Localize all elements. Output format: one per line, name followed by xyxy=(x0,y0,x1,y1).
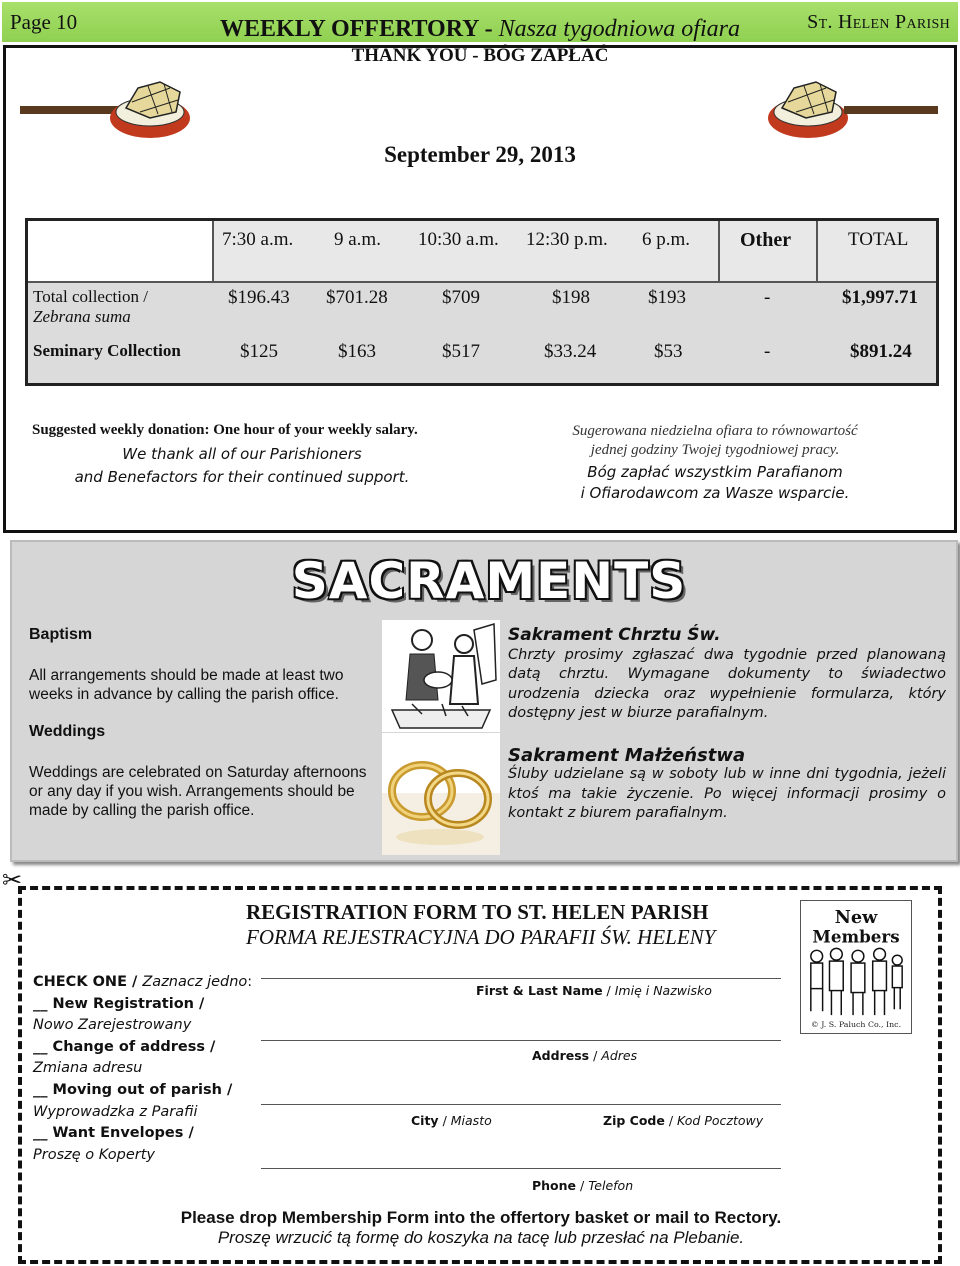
option-pl xyxy=(33,1058,263,1080)
table-cell-total: $1,997.71 xyxy=(842,287,918,308)
address-label-en: Address xyxy=(532,1048,590,1063)
chrzest-heading: Sakrament Chrztu Św. xyxy=(508,625,721,645)
option-pl xyxy=(33,1102,263,1124)
name-label: First & Last Name / Imię i Nazwisko xyxy=(476,983,712,998)
offertory-title-polish: Nasza tygodniowa ofiara xyxy=(498,16,740,42)
table-cell-total: $891.24 xyxy=(850,341,912,362)
malzenstwo-text: Śluby udzielane są w soboty lub w inne dni tygodnia, jeżeli ktoś ma takie życzenie. Po więcej informacji prosimy o kontakt z biurem parafialnym. xyxy=(508,766,946,821)
table-divider xyxy=(28,281,936,283)
table-cell: $701.28 xyxy=(326,287,388,308)
weddings-heading: Weddings xyxy=(29,723,106,740)
column-header: 12:30 p.m. xyxy=(526,229,608,250)
column-header: Other xyxy=(740,229,792,251)
malzenstwo-heading: Sakrament Małżeństwa xyxy=(508,744,746,766)
offertory-title xyxy=(0,16,960,67)
collection-plate-icon xyxy=(768,70,938,150)
drop-instructions-en: Please drop Membership Form into the offertory basket or mail to Rectory. xyxy=(180,1208,782,1227)
city-label: City / Miasto xyxy=(411,1113,492,1128)
option-new-registration[interactable] xyxy=(33,994,263,1016)
address-field[interactable] xyxy=(261,1040,781,1041)
suggested-pl xyxy=(480,422,950,460)
zip-label-en: Zip Code xyxy=(603,1113,665,1128)
baptism-heading: Baptism xyxy=(29,626,93,643)
sacraments-title: SACRAMENTS xyxy=(291,552,687,610)
option-en: __ Change of address / xyxy=(33,1038,216,1055)
zip-label-pl: Kod Pocztowy xyxy=(677,1113,764,1128)
name-field[interactable] xyxy=(261,978,781,979)
collection-plate-icon xyxy=(20,70,190,150)
parish-name: St. Helen Parish xyxy=(807,10,950,33)
phone-label-pl: Telefon xyxy=(588,1178,634,1193)
registration-title-en: REGISTRATION FORM TO ST. HELEN PARISH xyxy=(246,900,709,924)
thanks-en-line1: We thank all of our Parishioners xyxy=(122,445,362,463)
option-pl-text: Zmiana adresu xyxy=(33,1060,143,1077)
city-label-pl: Miasto xyxy=(450,1113,492,1128)
option-moving-out[interactable] xyxy=(33,1080,263,1102)
badge-credit: © J. S. Paluch Co., Inc. xyxy=(810,1019,902,1029)
suggested-pl-line1: Sugerowana niedzielna ofiara to równowartość xyxy=(572,423,858,439)
row-label-en: Seminary Collection xyxy=(33,341,181,360)
registration-title xyxy=(246,900,715,950)
row-label-pl: Zebrana suma xyxy=(33,307,131,326)
city-label-en: City xyxy=(411,1113,439,1128)
offertory-title-main: WEEKLY OFFERTORY - xyxy=(220,16,499,42)
column-header: 6 p.m. xyxy=(642,229,691,250)
table-cell: $193 xyxy=(648,287,686,308)
check-one-list xyxy=(33,972,263,1166)
wedding-rings-icon xyxy=(382,733,500,855)
registration-title-pl: FORMA REJESTRACYJNA DO PARAFII ŚW. HELENY xyxy=(246,925,716,949)
option-want-envelopes[interactable] xyxy=(33,1123,263,1145)
drop-off-instructions xyxy=(0,1208,960,1248)
address-label-pl: Adres xyxy=(601,1048,638,1063)
table-cell: $33.24 xyxy=(544,341,597,362)
suggested-donation-en xyxy=(32,422,472,489)
baptism-text: All arrangements should be made at least two weeks in advance by calling the parish office. xyxy=(29,667,344,703)
phone-field[interactable] xyxy=(261,1168,781,1169)
option-pl xyxy=(33,1145,263,1167)
sacraments-polish xyxy=(508,626,946,824)
name-label-en: First & Last Name xyxy=(476,983,603,998)
table-cell: $517 xyxy=(442,341,480,362)
check-one-pl: Zaznacz jedno xyxy=(142,974,248,990)
table-cell: $196.43 xyxy=(228,287,290,308)
offertory-date: September 29, 2013 xyxy=(384,142,576,167)
check-one-en: CHECK ONE / xyxy=(33,974,143,990)
table-cell: - xyxy=(764,341,771,362)
phone-label-en: Phone xyxy=(532,1178,577,1193)
column-header: 10:30 a.m. xyxy=(418,229,499,250)
zip-label: Zip Code / Kod Pocztowy xyxy=(603,1113,764,1128)
option-pl xyxy=(33,1015,263,1037)
address-label: Address / Adres xyxy=(532,1048,638,1063)
suggested-line: Suggested weekly donation: One hour of your weekly salary. xyxy=(32,422,418,438)
table-header-blank xyxy=(28,221,214,281)
weddings-text: Weddings are celebrated on Saturday afternoons or any day if you wish. Arrangements should be made by calling the parish office. xyxy=(29,764,367,819)
table-cell: - xyxy=(764,287,771,308)
check-one-heading: CHECK ONE / Zaznacz jedno: xyxy=(33,974,253,990)
table-cell: $163 xyxy=(338,341,376,362)
row-label xyxy=(33,287,148,327)
baptism-family-icon xyxy=(382,620,500,732)
scissors-icon: ✂ xyxy=(2,868,23,894)
thank-you-en xyxy=(32,443,452,489)
option-en: __ New Registration / xyxy=(33,995,205,1012)
table-cell: $198 xyxy=(552,287,590,308)
row-label-en: Total collection / xyxy=(33,287,148,306)
thank-you-line: THANK YOU - BÓG ZAPŁAĆ xyxy=(351,45,609,66)
option-change-address[interactable] xyxy=(33,1037,263,1059)
option-pl-text: Nowo Zarejestrowany xyxy=(33,1017,192,1034)
chrzest-text: Chrzty prosimy zgłaszać dwa tygodnie przed planowaną datą chrztu. Wymagane dokumenty to świadectwo urodzenia dziecka oraz wypełnienie formularza, który dostępny jest w biurze parafialnym. xyxy=(508,646,946,721)
phone-label: Phone / Telefon xyxy=(532,1178,634,1193)
city-zip-field[interactable] xyxy=(261,1104,781,1105)
option-pl-text: Wyprowadzka z Parafii xyxy=(33,1103,198,1120)
collection-table xyxy=(25,218,939,386)
thanks-en-line2: and Benefactors for their continued support. xyxy=(74,468,410,486)
table-cell: $709 xyxy=(442,287,480,308)
option-en: __ Moving out of parish / xyxy=(33,1081,233,1098)
thanks-pl-line2: i Ofiarodawcom za Wasze wsparcie. xyxy=(580,484,850,502)
table-cell: $53 xyxy=(654,341,683,362)
name-label-pl: Imię i Nazwisko xyxy=(614,983,712,998)
suggested-pl-line2: jednej godziny Twojej tygodniowej pracy. xyxy=(590,442,840,458)
new-members-badge xyxy=(800,900,912,1034)
column-header: 9 a.m. xyxy=(334,229,381,250)
thank-you-pl xyxy=(480,462,950,504)
column-header: 7:30 a.m. xyxy=(222,229,294,250)
badge-line1: New xyxy=(834,906,878,928)
badge-line2: Members xyxy=(812,926,900,947)
sacraments-english xyxy=(29,625,379,820)
option-en: __ Want Envelopes / xyxy=(33,1125,194,1142)
suggested-donation-pl xyxy=(480,422,950,504)
page-number: Page 10 xyxy=(10,9,78,34)
column-header: TOTAL xyxy=(848,229,909,250)
thanks-pl-line1: Bóg zapłać wszystkim Parafianom xyxy=(587,463,843,481)
table-cell: $125 xyxy=(240,341,278,362)
drop-instructions-pl: Proszę wrzucić tą formę do koszyka na tacę lub przesłać na Plebanie. xyxy=(217,1228,745,1247)
option-pl-text: Proszę o Koperty xyxy=(33,1146,155,1163)
